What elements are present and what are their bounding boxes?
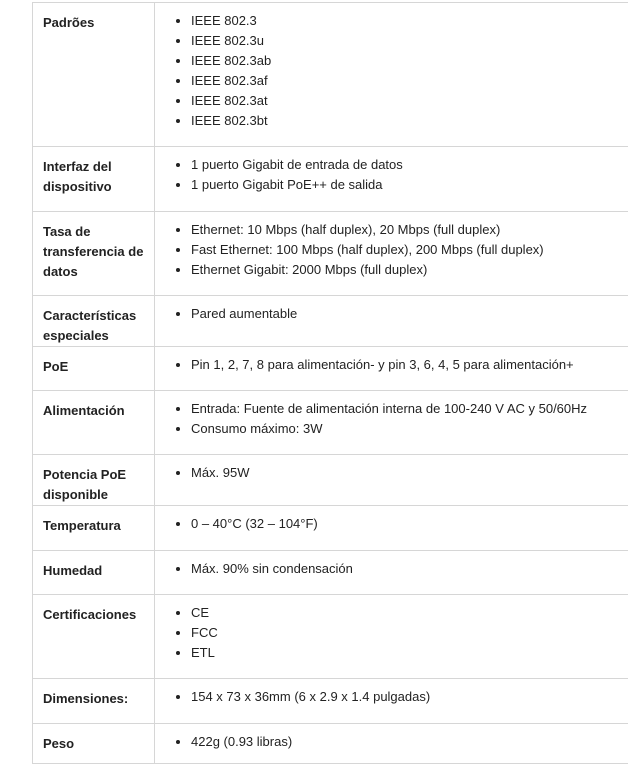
spec-value-item: • 1 puerto Gigabit de entrada de datos bbox=[191, 155, 628, 175]
spec-row bbox=[33, 212, 628, 296]
spec-value bbox=[155, 455, 628, 506]
spec-row bbox=[33, 147, 628, 212]
spec-value-item: • Fast Ethernet: 100 Mbps (half duplex), 200 Mbps (full duplex) bbox=[191, 240, 628, 260]
spec-label: Características especiales bbox=[33, 296, 155, 347]
spec-row bbox=[33, 455, 628, 506]
spec-value bbox=[155, 391, 628, 455]
spec-row bbox=[33, 506, 628, 551]
spec-value-item: • Ethernet Gigabit: 2000 Mbps (full duplex) bbox=[191, 260, 628, 280]
spec-value-list bbox=[175, 732, 628, 752]
spec-row bbox=[33, 551, 628, 595]
spec-row bbox=[33, 724, 628, 764]
spec-label: Temperatura bbox=[33, 506, 155, 551]
spec-label: Peso bbox=[33, 724, 155, 764]
spec-value-item: • IEEE 802.3bt bbox=[191, 111, 628, 131]
spec-value bbox=[155, 551, 628, 595]
spec-row bbox=[33, 391, 628, 455]
spec-label: Tasa de transferencia de datos bbox=[33, 212, 155, 296]
spec-label: Interfaz del dispositivo bbox=[33, 147, 155, 212]
spec-value-list bbox=[175, 603, 628, 663]
spec-value-item: • 1 puerto Gigabit PoE++ de salida bbox=[191, 175, 628, 195]
spec-value-list bbox=[175, 11, 628, 131]
spec-row bbox=[33, 347, 628, 391]
spec-value-list bbox=[175, 399, 628, 439]
spec-value-item: • Consumo máximo: 3W bbox=[191, 419, 628, 439]
spec-value bbox=[155, 595, 628, 679]
spec-value-item: • IEEE 802.3ab bbox=[191, 51, 628, 71]
spec-value-list bbox=[175, 559, 628, 579]
spec-value-item: • 422g (0.93 libras) bbox=[191, 732, 628, 752]
spec-value bbox=[155, 212, 628, 296]
spec-value-item: • IEEE 802.3 bbox=[191, 11, 628, 31]
spec-label: Humedad bbox=[33, 551, 155, 595]
spec-value-list bbox=[175, 463, 628, 483]
spec-value-item: • Pared aumentable bbox=[191, 304, 628, 324]
spec-label: Potencia PoE disponible bbox=[33, 455, 155, 506]
spec-value-item: • Ethernet: 10 Mbps (half duplex), 20 Mbps (full duplex) bbox=[191, 220, 628, 240]
spec-value bbox=[155, 347, 628, 391]
spec-value-list bbox=[175, 155, 628, 195]
spec-value-item: • Máx. 90% sin condensación bbox=[191, 559, 628, 579]
spec-row bbox=[33, 296, 628, 347]
spec-value-list bbox=[175, 304, 628, 324]
spec-row bbox=[33, 3, 628, 147]
spec-label: Alimentación bbox=[33, 391, 155, 455]
spec-value-list bbox=[175, 514, 628, 534]
spec-label: Certificaciones bbox=[33, 595, 155, 679]
spec-value-item: • 0 – 40°C (32 – 104°F) bbox=[191, 514, 628, 534]
spec-value bbox=[155, 506, 628, 551]
spec-label: PoE bbox=[33, 347, 155, 391]
spec-value-item: • ETL bbox=[191, 643, 628, 663]
spec-value-item: • 154 x 73 x 36mm (6 x 2.9 x 1.4 pulgadas) bbox=[191, 687, 628, 707]
spec-value bbox=[155, 724, 628, 764]
spec-label: Dimensiones: bbox=[33, 679, 155, 724]
spec-value-item: • Pin 1, 2, 7, 8 para alimentación- y pin 3, 6, 4, 5 para alimentación+ bbox=[191, 355, 628, 375]
spec-value-list bbox=[175, 355, 628, 375]
spec-value-list bbox=[175, 687, 628, 707]
spec-value-item: • CE bbox=[191, 603, 628, 623]
spec-value bbox=[155, 679, 628, 724]
spec-label: Padrões bbox=[33, 3, 155, 147]
spec-value bbox=[155, 147, 628, 212]
spec-value bbox=[155, 3, 628, 147]
spec-value-item: • FCC bbox=[191, 623, 628, 643]
spec-value-list bbox=[175, 220, 628, 280]
specifications-table bbox=[32, 2, 628, 764]
spec-value bbox=[155, 296, 628, 347]
spec-value-item: • IEEE 802.3af bbox=[191, 71, 628, 91]
spec-value-item: • IEEE 802.3u bbox=[191, 31, 628, 51]
spec-row bbox=[33, 595, 628, 679]
spec-value-item: • Máx. 95W bbox=[191, 463, 628, 483]
spec-row bbox=[33, 679, 628, 724]
spec-value-item: • Entrada: Fuente de alimentación interna de 100-240 V AC y 50/60Hz bbox=[191, 399, 628, 419]
spec-value-item: • IEEE 802.3at bbox=[191, 91, 628, 111]
